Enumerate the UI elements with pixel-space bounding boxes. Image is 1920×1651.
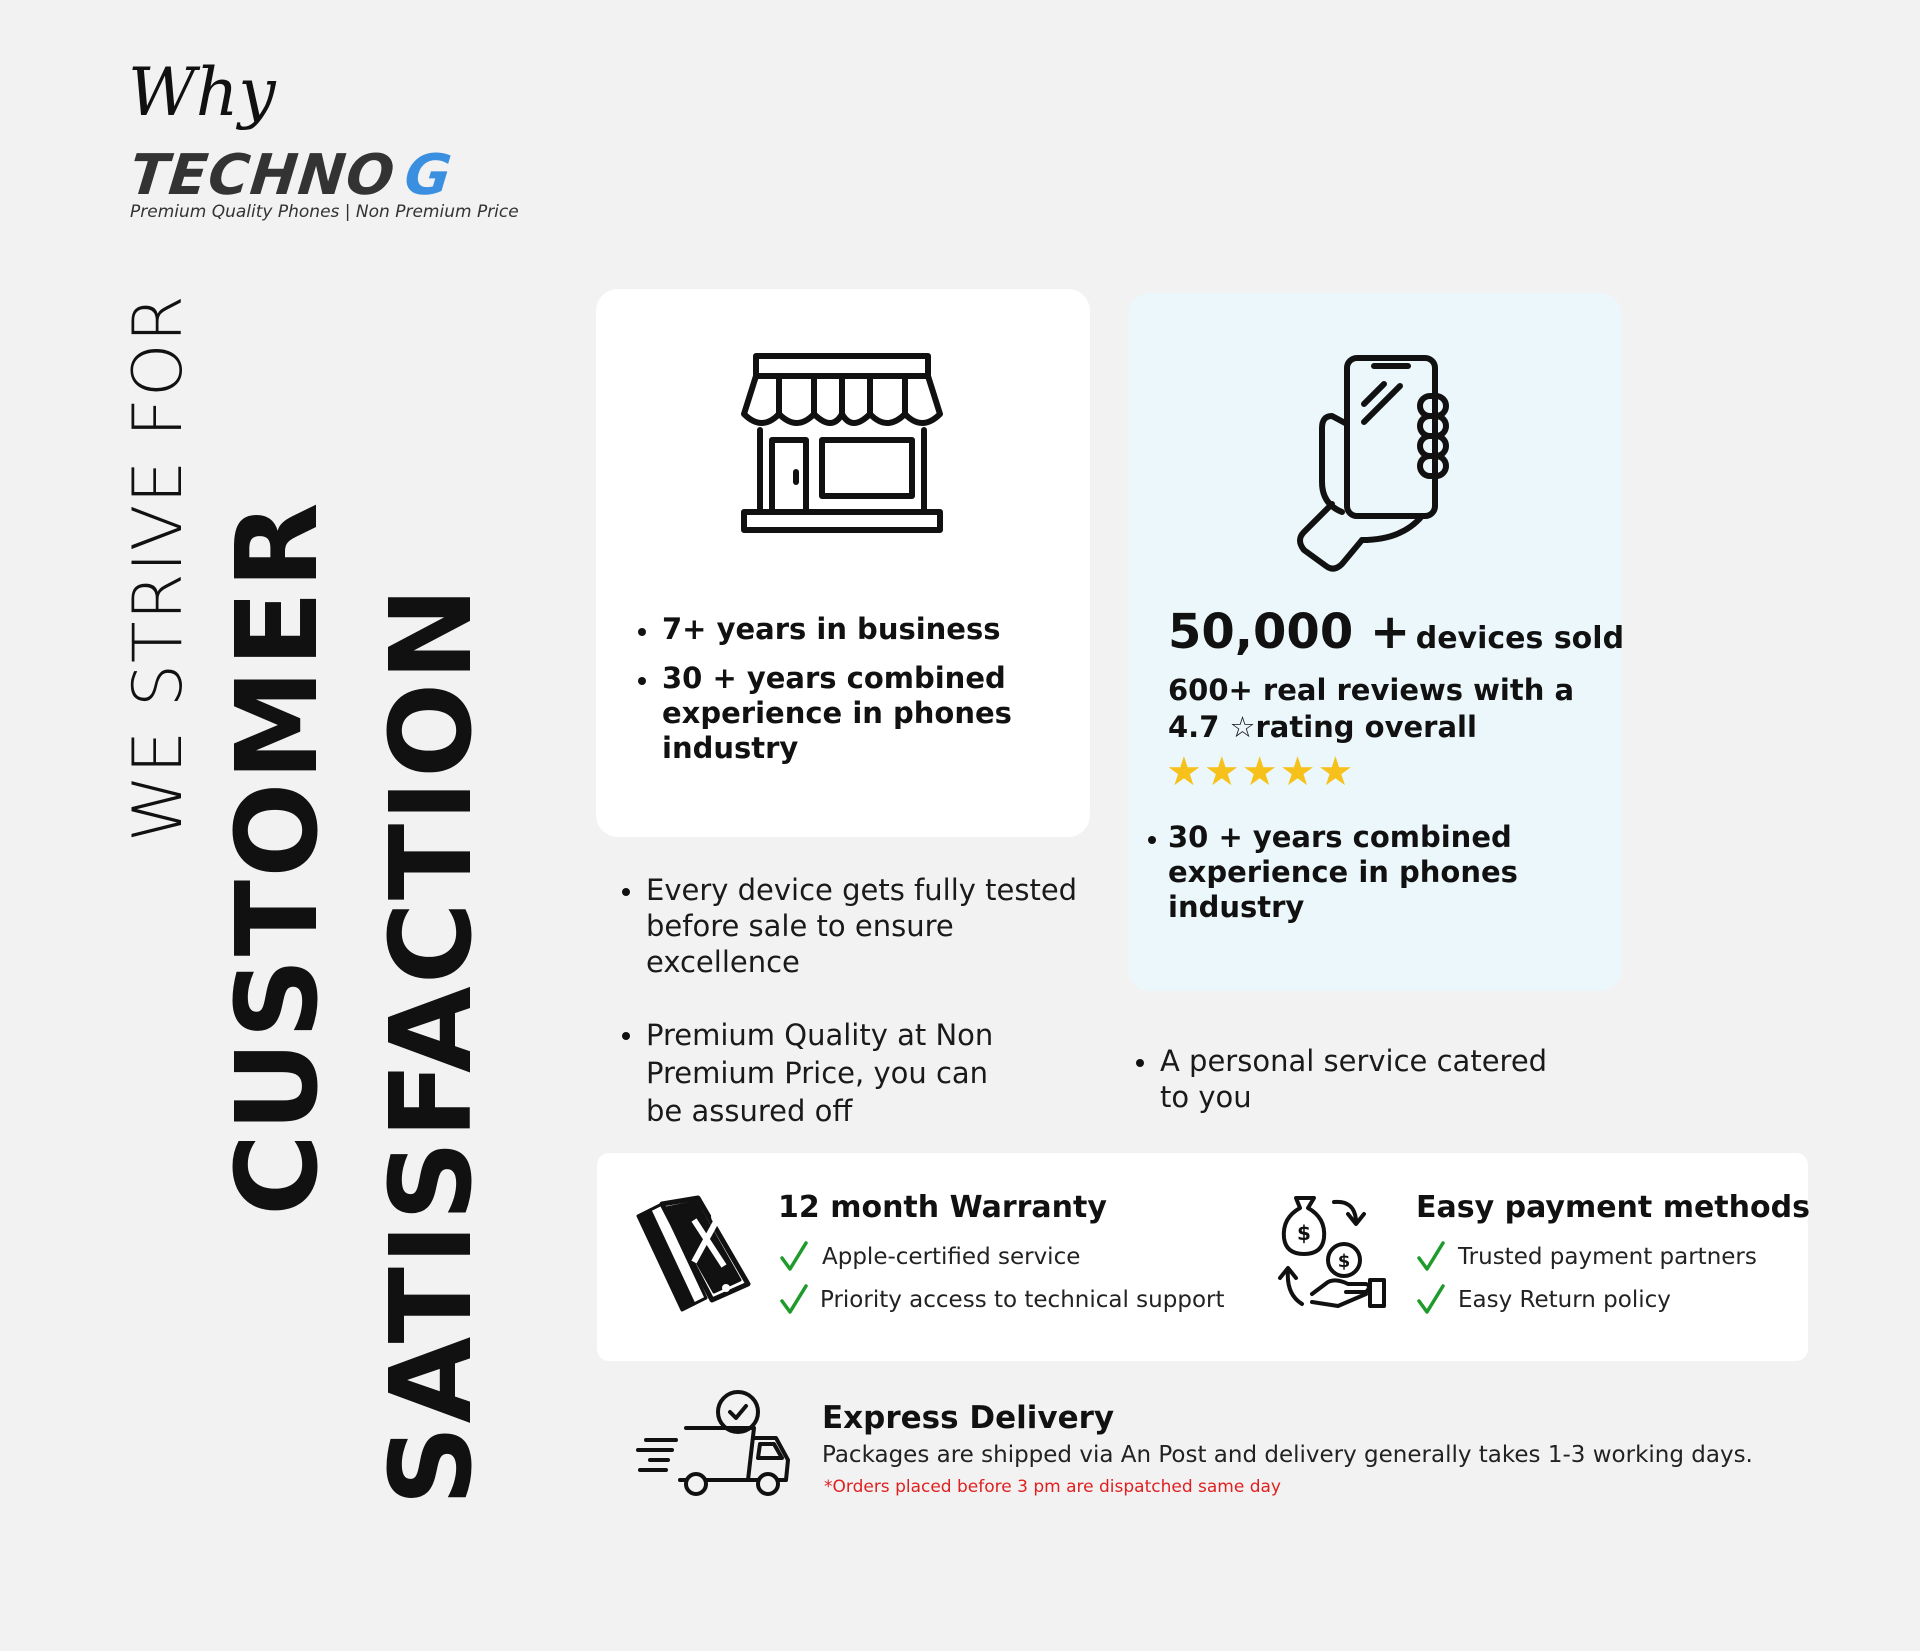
brand-name: TECHNO	[126, 143, 399, 208]
list-item: 7+ years in business	[636, 612, 1056, 647]
check-icon	[1417, 1241, 1445, 1271]
premium-note	[620, 1016, 1020, 1130]
svg-text:$: $	[1297, 1221, 1311, 1245]
delivery-title: Express Delivery	[822, 1400, 1115, 1436]
phone-repair-tools-icon	[636, 1196, 756, 1312]
list-item: Every device gets fully tested before sale to ensure excellence	[620, 872, 1080, 980]
warranty-item: Priority access to technical support	[820, 1287, 1225, 1313]
payment-title: Easy payment methods	[1416, 1190, 1810, 1225]
star-rating: ★★★★★	[1166, 749, 1356, 795]
check-icon	[780, 1241, 808, 1271]
warranty-title: 12 month Warranty	[778, 1190, 1107, 1225]
personal-service-note	[1134, 1043, 1574, 1115]
tested-note	[620, 872, 1080, 980]
payment-item: Trusted payment partners	[1458, 1244, 1757, 1270]
brand-logo	[126, 143, 456, 208]
money-exchange-icon	[1274, 1194, 1390, 1310]
devices-sold	[1168, 604, 1624, 660]
list-item: 30 + years combined experience in phones industry	[636, 661, 1056, 766]
brand-tagline: Premium Quality Phones | Non Premium Price	[130, 202, 519, 222]
devices-sold-number: 50,000 +	[1168, 604, 1411, 660]
warranty-item: Apple-certified service	[822, 1244, 1081, 1270]
headline-line-2: CUSTOMER	[213, 500, 343, 1216]
sales-highlights	[1146, 820, 1576, 925]
check-icon	[780, 1284, 808, 1314]
logo-why-script: Why	[128, 54, 276, 131]
devices-sold-label: devices sold	[1415, 621, 1625, 656]
check-icon	[1417, 1284, 1445, 1314]
headline-line-1: WE STRIVE FOR	[119, 294, 198, 842]
list-item: A personal service catered to you	[1134, 1043, 1574, 1115]
svg-text:$: $	[1337, 1251, 1351, 1272]
payment-item: Easy Return policy	[1458, 1287, 1671, 1313]
delivery-description: Packages are shipped via An Post and delivery generally takes 1-3 working days.	[822, 1442, 1753, 1468]
store-icon	[742, 354, 942, 534]
brand-accent: G	[401, 143, 456, 208]
store-highlights	[636, 612, 1056, 780]
reviews-summary: 600+ real reviews with a 4.7 ☆rating overall	[1168, 673, 1575, 744]
headline-line-3: SATISFACTION	[367, 585, 497, 1506]
delivery-truck-icon	[636, 1388, 796, 1500]
list-item: Premium Quality at Non Premium Price, you can be assured off	[620, 1016, 1020, 1130]
delivery-note: *Orders placed before 3 pm are dispatched same day	[824, 1477, 1281, 1497]
list-item: 30 + years combined experience in phones industry	[1146, 820, 1576, 925]
phone-in-hand-icon	[1292, 354, 1452, 569]
